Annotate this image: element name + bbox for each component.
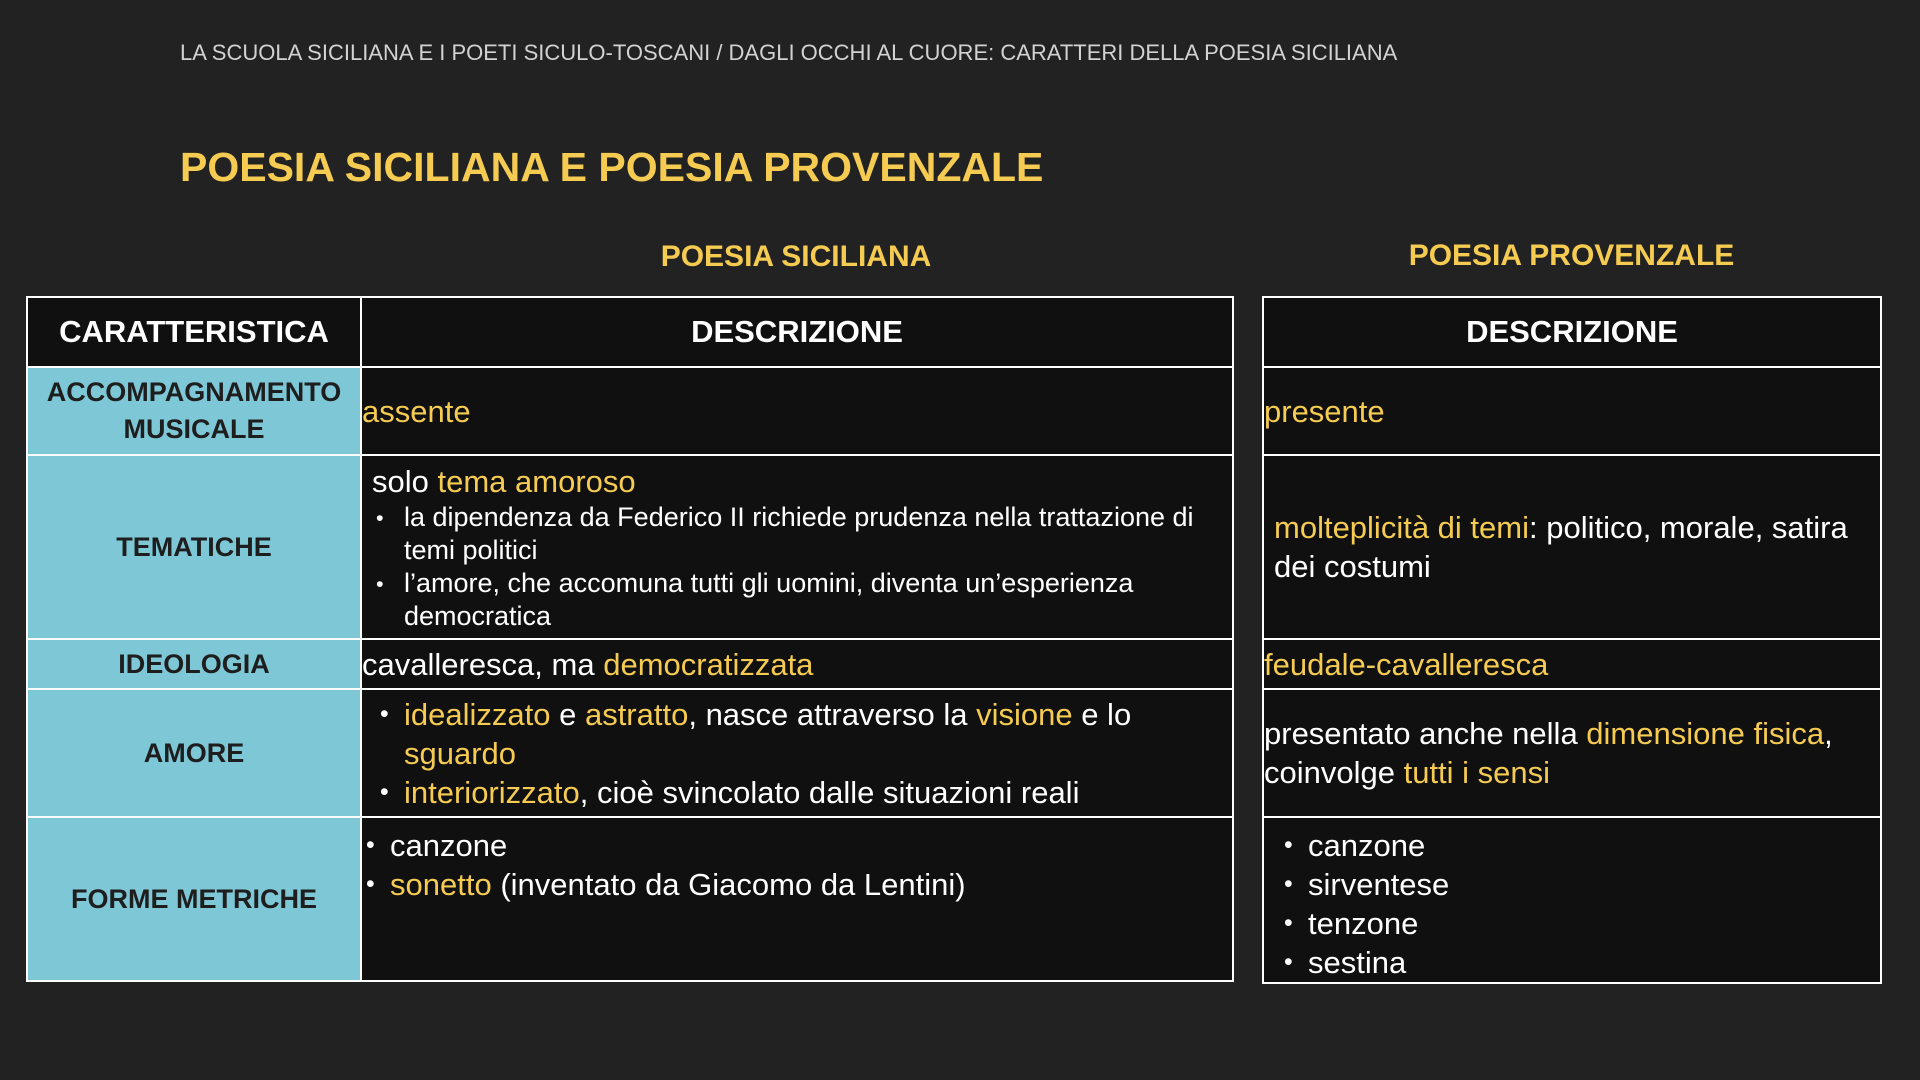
text-run: e lo xyxy=(1072,696,1132,732)
provenzale-table xyxy=(1262,296,1882,984)
highlight-text: assente xyxy=(362,393,471,429)
header-description: DESCRIZIONE xyxy=(1263,297,1881,367)
table-row xyxy=(1263,817,1881,983)
list-item: • la dipendenza da Federico II richiede prudenza nella trattazione di temi politici xyxy=(372,501,1232,567)
list-item xyxy=(362,865,1232,904)
page-title: POESIA SICILIANA E POESIA PROVENZALE xyxy=(180,144,1044,190)
table-row xyxy=(27,817,1233,981)
provenzale-tematiche-cell xyxy=(1263,455,1881,639)
category-label-line: ACCOMPAGNAMENTO xyxy=(46,377,342,407)
text-run: : politico, morale, satira dei costumi xyxy=(1274,510,1848,584)
text-run: e xyxy=(550,696,585,732)
highlight-text: astratto xyxy=(584,696,689,732)
table-row xyxy=(1263,367,1881,455)
highlight-text: sonetto xyxy=(390,867,492,902)
header-description: DESCRIZIONE xyxy=(361,297,1233,367)
table-row xyxy=(27,367,1233,455)
provenzale-amore-cell xyxy=(1263,689,1881,817)
table-row xyxy=(1263,455,1881,639)
list-item: • sirventese xyxy=(1280,865,1880,904)
provenzale-ideologia-cell xyxy=(1263,639,1881,689)
text-run: solo xyxy=(372,463,438,499)
header-characteristic: CARATTERISTICA xyxy=(27,297,361,367)
table-row xyxy=(1263,639,1881,689)
text-run: cavalleresca, ma xyxy=(362,646,604,682)
forme-bullets xyxy=(1280,826,1880,982)
highlight-text: tema amoroso xyxy=(437,463,636,499)
category-amore: AMORE xyxy=(27,689,361,817)
list-item: • l’amore, che accomuna tutti gli uomini, diventa un’esperienza democratica xyxy=(372,567,1232,633)
highlight-text: feudale-cavalleresca xyxy=(1264,646,1549,682)
category-label-line: MUSICALE xyxy=(123,414,265,444)
category-tematiche: TEMATICHE xyxy=(27,455,361,639)
siciliana-ideologia-cell xyxy=(361,639,1233,689)
heading-poesia-siciliana: POESIA SICILIANA xyxy=(660,240,932,273)
highlight-text: tutti i sensi xyxy=(1403,755,1551,790)
highlight-text: idealizzato xyxy=(404,696,551,732)
text-run: , coinvolge xyxy=(1264,716,1833,790)
highlight-text: interiorizzato xyxy=(404,774,580,810)
siciliana-amore-cell xyxy=(361,689,1233,817)
provenzale-forme-cell xyxy=(1263,817,1881,983)
heading-poesia-provenzale: POESIA PROVENZALE xyxy=(1408,239,1735,272)
list-item xyxy=(376,773,1232,812)
provenzale-accompagnamento-cell xyxy=(1263,367,1881,455)
siciliana-accompagnamento-cell xyxy=(361,367,1233,455)
table-row xyxy=(1263,689,1881,817)
table-row xyxy=(27,455,1233,639)
table-row xyxy=(27,689,1233,817)
highlight-text: sguardo xyxy=(404,735,517,771)
list-item: • canzone xyxy=(362,826,1232,865)
siciliana-tematiche-cell xyxy=(361,455,1233,639)
highlight-text: dimensione fisica xyxy=(1586,716,1825,751)
text-run: , nasce attraverso la xyxy=(688,696,977,732)
tematiche-bullets xyxy=(372,501,1232,633)
highlight-text: presente xyxy=(1264,393,1385,429)
list-item: • canzone xyxy=(1280,826,1880,865)
text-run: , cioè svincolato dalle situazioni reali xyxy=(579,774,1080,810)
text-run: (inventato da Giacomo da Lentini) xyxy=(491,867,966,902)
list-item xyxy=(376,695,1232,773)
amore-bullets xyxy=(376,695,1232,812)
table-header-row xyxy=(1263,297,1881,367)
forme-bullets xyxy=(362,826,1232,904)
category-forme-metriche: FORME METRICHE xyxy=(27,817,361,981)
siciliana-table xyxy=(26,296,1234,982)
category-ideologia: IDEOLOGIA xyxy=(27,639,361,689)
table-header-row xyxy=(27,297,1233,367)
highlight-text: democratizzata xyxy=(603,646,814,682)
text-run: presentato anche nella xyxy=(1264,716,1587,751)
highlight-text: molteplicità di temi xyxy=(1274,510,1529,545)
list-item: • sestina xyxy=(1280,943,1880,982)
tematiche-intro xyxy=(372,462,1232,501)
category-accompagnamento xyxy=(27,367,361,455)
breadcrumb: LA SCUOLA SICILIANA E I POETI SICULO-TOSCANI / DAGLI OCCHI AL CUORE: CARATTERI DELLA POESIA SICILIANA xyxy=(180,40,1398,65)
siciliana-forme-cell xyxy=(361,817,1233,981)
table-row xyxy=(27,639,1233,689)
highlight-text: visione xyxy=(976,696,1073,732)
list-item: • tenzone xyxy=(1280,904,1880,943)
